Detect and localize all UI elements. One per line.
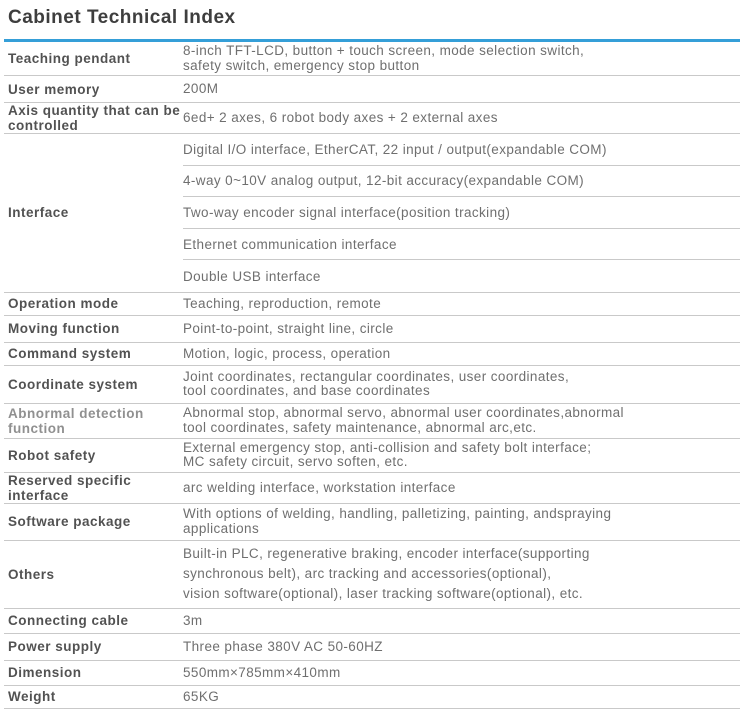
value-line: Teaching, reproduction, remote xyxy=(183,295,382,311)
row-label: Teaching pendant xyxy=(8,51,131,66)
value-line: Double USB interface xyxy=(183,268,321,284)
row-label: Robot safety xyxy=(8,447,96,463)
row-label: Coordinate system xyxy=(8,376,139,392)
value-line: Digital I/O interface, EtherCAT, 22 input / output(expandable COM) xyxy=(183,141,607,157)
row-label: Connecting cable xyxy=(8,613,129,629)
value-line: 65KG xyxy=(183,688,220,704)
row-label: Command system xyxy=(8,346,132,362)
page-title: Cabinet Technical Index xyxy=(8,7,236,28)
value-line: Motion, logic, process, operation xyxy=(183,345,391,361)
value-line: applications xyxy=(183,520,260,536)
row-label: Software package xyxy=(8,514,131,530)
spec-row-teaching-pendant xyxy=(4,42,740,76)
spec-row-interface xyxy=(4,134,740,293)
spec-row-dimension xyxy=(4,661,740,686)
row-value xyxy=(183,439,740,472)
value-line: 200M xyxy=(183,80,219,96)
interface-sub-row xyxy=(183,260,740,292)
value-line: arc welding interface, workstation interface xyxy=(183,479,456,495)
value-line: synchronous belt), arc tracking and accessories(optional), xyxy=(183,566,552,582)
interface-sub-row xyxy=(183,197,740,229)
row-value xyxy=(183,542,740,606)
interface-sub-row xyxy=(183,229,740,261)
spec-row-power-supply xyxy=(4,634,740,661)
spec-row-moving-function xyxy=(4,316,740,343)
value-line: With options of welding, handling, palletizing, painting, andspraying xyxy=(183,506,612,522)
spec-row-software-package xyxy=(4,504,740,541)
row-value xyxy=(183,688,740,707)
row-value xyxy=(183,80,740,99)
interface-sub-row xyxy=(183,166,740,198)
row-value xyxy=(183,505,740,538)
interface-sub-row xyxy=(183,134,740,166)
value-line: Abnormal stop, abnormal servo, abnormal user coordinates,abnormal xyxy=(183,405,624,421)
row-value xyxy=(183,664,740,683)
spec-row-axis-quantity xyxy=(4,103,740,134)
row-value xyxy=(183,479,740,498)
row-value xyxy=(183,320,740,339)
value-line: External emergency stop, anti-collision and safety bolt interface; xyxy=(183,439,592,455)
row-value xyxy=(183,638,740,657)
value-line: 3m xyxy=(183,612,203,628)
value-line: tool coordinates, and base coordinates xyxy=(183,383,431,399)
row-label: Others xyxy=(8,566,55,582)
row-label: Axis quantity that can be controlled xyxy=(8,103,181,133)
spec-row-robot-safety xyxy=(4,439,740,473)
row-label: Operation mode xyxy=(8,296,119,312)
spec-row-connecting-cable xyxy=(4,609,740,634)
row-value xyxy=(183,295,740,314)
row-value xyxy=(183,109,740,128)
spec-row-command-system xyxy=(4,343,740,366)
value-line: MC safety circuit, servo soften, etc. xyxy=(183,454,408,470)
value-line: Three phase 380V AC 50-60HZ xyxy=(183,638,383,654)
value-line: safety switch, emergency stop button xyxy=(183,57,420,73)
value-line: 8-inch TFT-LCD, button + touch screen, mode selection switch, xyxy=(183,43,585,58)
row-value xyxy=(183,612,740,631)
row-label: Moving function xyxy=(8,321,120,337)
spec-row-coordinate-system xyxy=(4,366,740,404)
row-label: User memory xyxy=(8,81,100,97)
spec-row-others xyxy=(4,541,740,609)
value-line: tool coordinates, safety maintenance, abnormal arc,etc. xyxy=(183,419,537,435)
spec-row-weight xyxy=(4,686,740,709)
spec-row-abnormal-detection xyxy=(4,404,740,439)
row-value xyxy=(183,345,740,364)
value-line: 4-way 0~10V analog output, 12-bit accuracy(expandable COM) xyxy=(183,173,585,189)
value-line: 6ed+ 2 axes, 6 robot body axes + 2 external axes xyxy=(183,109,498,125)
row-value xyxy=(183,404,740,437)
spec-row-user-memory xyxy=(4,76,740,103)
spec-row-operation-mode xyxy=(4,293,740,316)
row-value xyxy=(183,42,740,75)
value-line: 550mm×785mm×410mm xyxy=(183,664,341,680)
row-label: Power supply xyxy=(8,639,102,655)
row-label: Reserved specific interface xyxy=(8,472,132,503)
spec-table xyxy=(4,42,740,709)
value-line: Joint coordinates, rectangular coordinates, user coordinates, xyxy=(183,368,570,384)
row-label: Interface xyxy=(8,205,69,221)
value-line: Two-way encoder signal interface(position tracking) xyxy=(183,204,511,220)
row-label: Abnormal detection function xyxy=(8,405,144,436)
row-label: Dimension xyxy=(8,665,82,681)
spec-row-reserved-interface xyxy=(4,473,740,504)
value-line: Built-in PLC, regenerative braking, encoder interface(supporting xyxy=(183,546,590,562)
row-value xyxy=(183,368,740,401)
value-line: Ethernet communication interface xyxy=(183,236,397,252)
row-label: Weight xyxy=(8,689,56,705)
value-line: vision software(optional), laser tracking software(optional), etc. xyxy=(183,586,584,602)
interface-sub-rows xyxy=(183,134,740,292)
value-line: Point-to-point, straight line, circle xyxy=(183,320,394,336)
